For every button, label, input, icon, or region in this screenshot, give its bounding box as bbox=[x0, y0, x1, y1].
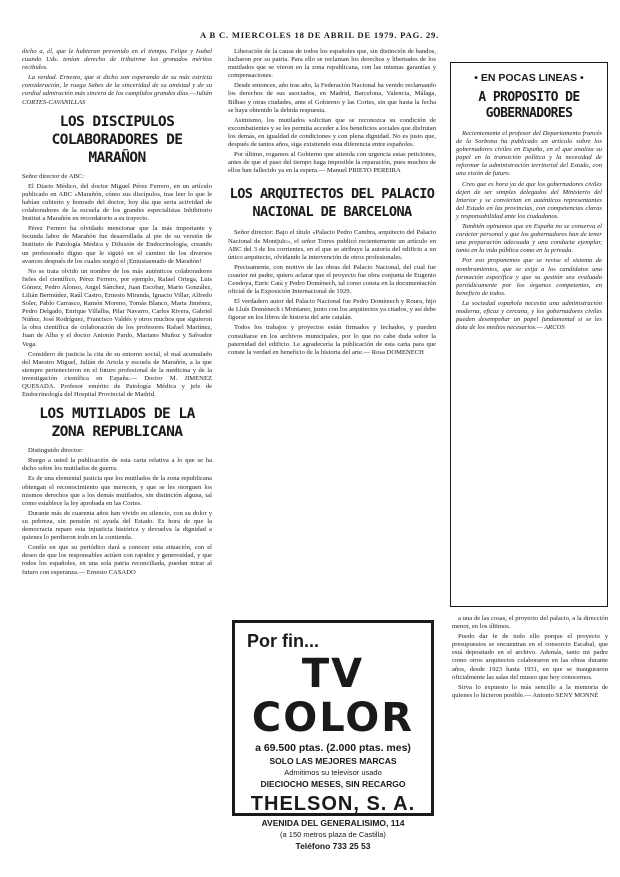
box-paragraph: Recientemente el profesor del Departamento francés de la Sorbona ha publicado un artículo sobre los gobernadores civiles en España, en el que analiza su papel en la transición política y la necesidad de reformar la administración territorial del Estado, con una visión de futuro. bbox=[456, 130, 602, 178]
article-paragraph: No se trata olvido un nombre de los más auténticos colaboradores fieles del científico, Pérez Ferrero, por ejemplo, Rafael Ortega, Luis Gómez, Pedro Alonso, Angel Sánchez, Juan Escobar, Mario González, Lilián Bermúdez, Raúl Castro, Ernesto Miranda, Ignacio Villar, Alfredo Soler, Pablo Carrasco, Ramón Moreno, Tomás Blanco, Marta Jiménez, Pedro Delgado, Enrique Villalba, Pilar Navarro, Carlos Rivera, Gabriel Núñez, José Rodríguez, Francisco Valdés y otros muchos que siguieron la obra científica de colaboración de los profesores Rafael Martínez, Juan de Alba y el doctor Antonio Pardo, Mariano Muñoz y Salvador Vega. bbox=[22, 267, 212, 348]
article-paragraph: Ruego a usted la publicación de esta carta relativa a lo que se ha dicho sobre los mutilados de guerra. bbox=[22, 457, 212, 473]
article-paragraph: Señor director: Bajo el título «Palacio Pedro Cambra, arquitecto del Palacio Nacional de Montjuïc», el señor Torres publicó recientemente un artículo en ABC del 3 de los corrientes, en el que se atribuye la autoría del edificio a un único arquitecto, olvidando la intervención de otros profesionales. bbox=[228, 229, 436, 261]
article-paragraph: Desde entonces, año tras año, la Federación Nacional ha venido reclamando los derechos de sus asociados, en Madrid, Barcelona, Valencia, Málaga, Bilbao y otras ciudades, ante el Gobierno y las Cortes, sin que hasta la fecha se haya obtenido la debida respuesta. bbox=[228, 82, 436, 114]
article-paragraph: a una de las cosas, el proyecto del palacio, a la dirección menor, en los últimos. bbox=[452, 615, 608, 631]
intro-paragraph: dicho a, él, que le hubieran prevenido en el tiempo. Felipe y Isabel cuando Uds. tenían derecho de tribuirme los gronados méritos recibidos. bbox=[22, 48, 212, 72]
box-kicker: • EN POCAS LINEAS • bbox=[474, 72, 584, 84]
article-paragraph: Liberación de la causa de todos los españoles que, sin distinción de bandos, lucharon por su patria. Para ello se reclaman los derechos y libertades de los mutilados que se vieron en la zona republicana, con las mismas garantías y compensaciones. bbox=[228, 48, 436, 80]
article-paragraph: Precisamente, con motivo de las obras del Palacio Nacional, del cual fue coautor mi padre, quiero aclarar que el proyecto fue obra conjunta de Eugenio Cendoya, Enric Catà y Pedro Domènech, tal como consta en la documentación oficial de la Exposición Internacional de 1929. bbox=[228, 263, 436, 296]
article-paragraph: Por último, rogamos al Gobierno que atienda con urgencia estas peticiones, antes de que el paso del tiempo haga imposible la reparación, pues muchos de ellos han fallecido ya en la espera.— Manuel PRIETO PEREIRA bbox=[228, 151, 436, 175]
tv-color-advertisement bbox=[232, 620, 434, 851]
ad-porfin: Por fin... bbox=[247, 631, 319, 651]
ad-price: a 69.500 ptas. (2.000 ptas. mes) bbox=[255, 742, 411, 754]
article-paragraph: Confío en que su periódico dará a conocer esta situación, con el deseo de que los responsables actúen con rapidez y generosidad, y que todos los españoles, en una sola patria reconciliada, puedan mirar al futuro con esperanza.— Ernesto CASADO bbox=[22, 544, 212, 576]
ad-brand: THELSON, S. A. bbox=[250, 793, 416, 815]
headline-gobernadores: A PROPOSITO DE GOBERNADORES bbox=[478, 90, 580, 121]
headline-arquitectos: LOS ARQUITECTOS DEL PALACIO NACIONAL DE BARCELONA bbox=[229, 186, 435, 221]
ad-tv-color: TV COLOR bbox=[251, 651, 415, 741]
box-paragraph: Creo que es hora ya de que los gobernadores civiles dejen de ser simples delegados del Ministerio del Interior y se conviertan en auténticos representantes del Estado en las provincias, con competencias claras y responsabilidad ante los ciudadanos. bbox=[456, 180, 602, 220]
headline-discipulos: LOS DISCIPULOS COLABORADORES DE MARAÑON bbox=[51, 112, 183, 166]
article-paragraph: El Diario Médico, del doctor Miguel Pérez Ferrero, en un artículo publicado en ABC «Marañón, cómo sus discípulos, tras leer lo que le habían cubierto y honrado del doctor, hoy día que seria actividad de colaboradores de la escuela de los grandes especialistas Inhibitorio Institut a Marañón en recordatorio a su trayecto. bbox=[22, 182, 212, 223]
article-paragraph: El verdadero autor del Palacio Nacional fue Pedro Domènech y Roura, hijo de Lluís Domènech i Montaner, junto con los arquitectos ya citados, y así debe figurar en los libros de historia del arte catalán. bbox=[228, 298, 436, 322]
box-paragraph: También opinamos que en España no se conserva el carácter personal y que los gobernadores han de tener una preparación adecuada y una conducta ejemplar, tanto en la vida pública como en la privada. bbox=[456, 223, 602, 255]
box-paragraph: Por eso proponemos que se revise el sistema de nombramientos, que se exija a los candidatos una formación específica y que su gestión sea evaluada periódicamente por los órganos competentes, en beneficio de todos. bbox=[456, 257, 602, 297]
article-paragraph: Todos los trabajos y proyectos están firmados y fechados, y pueden consultarse en los archivos municipales, por lo que no cabe duda sobre la paternidad del edificio. Le agradecería la publicación de esta carta para que conste la verdad en beneficio de la historia del arte.— Rosa DOMENECH bbox=[228, 324, 436, 356]
column-3-lower bbox=[452, 615, 608, 845]
ad-plazo: DIECIOCHO MESES, SIN RECARGO bbox=[260, 779, 406, 789]
article-paragraph: Puedo dar fe de todo ello porque el proyecto y presupuestos se encuentran en el consorcio Escabal, que está depositado en el archivo. Además, tanto mi padre como otros arquitectos colaboraron en las obras durante años, desde 1923 hasta 1931, en que se inauguraron oficialmente las salas del museo que hoy conocemos. bbox=[452, 633, 608, 681]
column-1 bbox=[22, 48, 212, 860]
article-paragraph: Durante más de cuarenta años han vivido en silencio, con su dolor y su pobreza, sin pensión ni ayuda del Estado. Es hora de que la democracia repare esta injusticia histórica y devuelva la dignidad a quienes lo perdieron todo en la contienda. bbox=[22, 509, 212, 542]
ad-telephone: Teléfono 733 25 53 bbox=[295, 841, 371, 851]
ad-address: AVENIDA DEL GENERALISIMO, 114 bbox=[261, 818, 405, 828]
article-paragraph: Pérez Ferrero ha olvidado mencionar que la más importante y fecunda labor de Marañón fue desarrollada al pie de su versión de Instituto de Patología Médica y Difusión de Endocrinología, creando un profesorado digno que le siguió en el camino de los diversos avances después de los cuales surgió el ¡Entusiasmado de Marañón! bbox=[22, 225, 212, 265]
column-2 bbox=[228, 48, 436, 616]
article-paragraph: Es de una elemental justicia que los mutilados de la zona republicana obtengan el reconocimiento que merecen, y que se les otorguen los mismos derechos que a los demás mutilados, sin distinción alguna, tal como establece la ley aprobada en las Cortes. bbox=[22, 475, 212, 507]
headline-mutilados: LOS MUTILADOS DE LA ZONA REPUBLICANA bbox=[39, 405, 195, 441]
article-paragraph: Distinguido director: bbox=[28, 447, 84, 455]
box-paragraph: La sociedad española necesita una administración moderna, eficaz y cercana, y los gobernadores civiles pueden desempeñar un papel fundamental si se les dota de los medios necesarios.— ARCOS bbox=[456, 299, 602, 332]
article-paragraph: Sirva lo expuesto lo más sencillo a la memoria de quienes lo hicieron posible.— Antonio SENY MONNÉ bbox=[452, 683, 608, 699]
ad-marcas: SOLO LAS MEJORES MARCAS bbox=[269, 756, 397, 766]
article-paragraph: Asimismo, los mutilados solicitan que se reconozca su condición de excombatientes y se les permita acceder a los beneficios sociales que disfrutan los demás, en igualdad de condiciones y con plena dignidad. No es justo que, después de tantos años, siga existiendo esta diferencia entre españoles. bbox=[228, 116, 436, 149]
header-text: A B C. MIERCOLES 18 DE ABRIL DE 1979. PAG. 29. bbox=[200, 30, 440, 40]
ad-admit: Admitimos su televisor usado bbox=[284, 768, 382, 777]
article-paragraph: Señor director de ABC: bbox=[22, 172, 85, 180]
en-pocas-lineas-box bbox=[450, 62, 608, 607]
page-header bbox=[0, 30, 620, 44]
article-paragraph: Considero de justicia la cita de su entorno social, el mal acumulado del Maestro Miguel, Julián de Artola y escuela de Marañón, a la que siempre pertenecieron en el futuro profesional de la medicina y de la investigación científica en España.— Doctor M. JIMENEZ QUESADA. Profesor emérito de Patología Médica y jefe de Endocrinología del Hospital Provincial de Madrid. bbox=[22, 350, 212, 399]
ad-nearby: (a 150 metros plaza de Castilla) bbox=[280, 830, 386, 839]
intro-paragraph: La verdad. Ernesto, que si dicho son esperando de su más estricta consideración, le ruega Sabes de la sinceridad de su amistad y de su cordial admiración más sincera de los cumplidos grandes días.—Julián CORTES-CAVANILLAS bbox=[22, 74, 212, 106]
